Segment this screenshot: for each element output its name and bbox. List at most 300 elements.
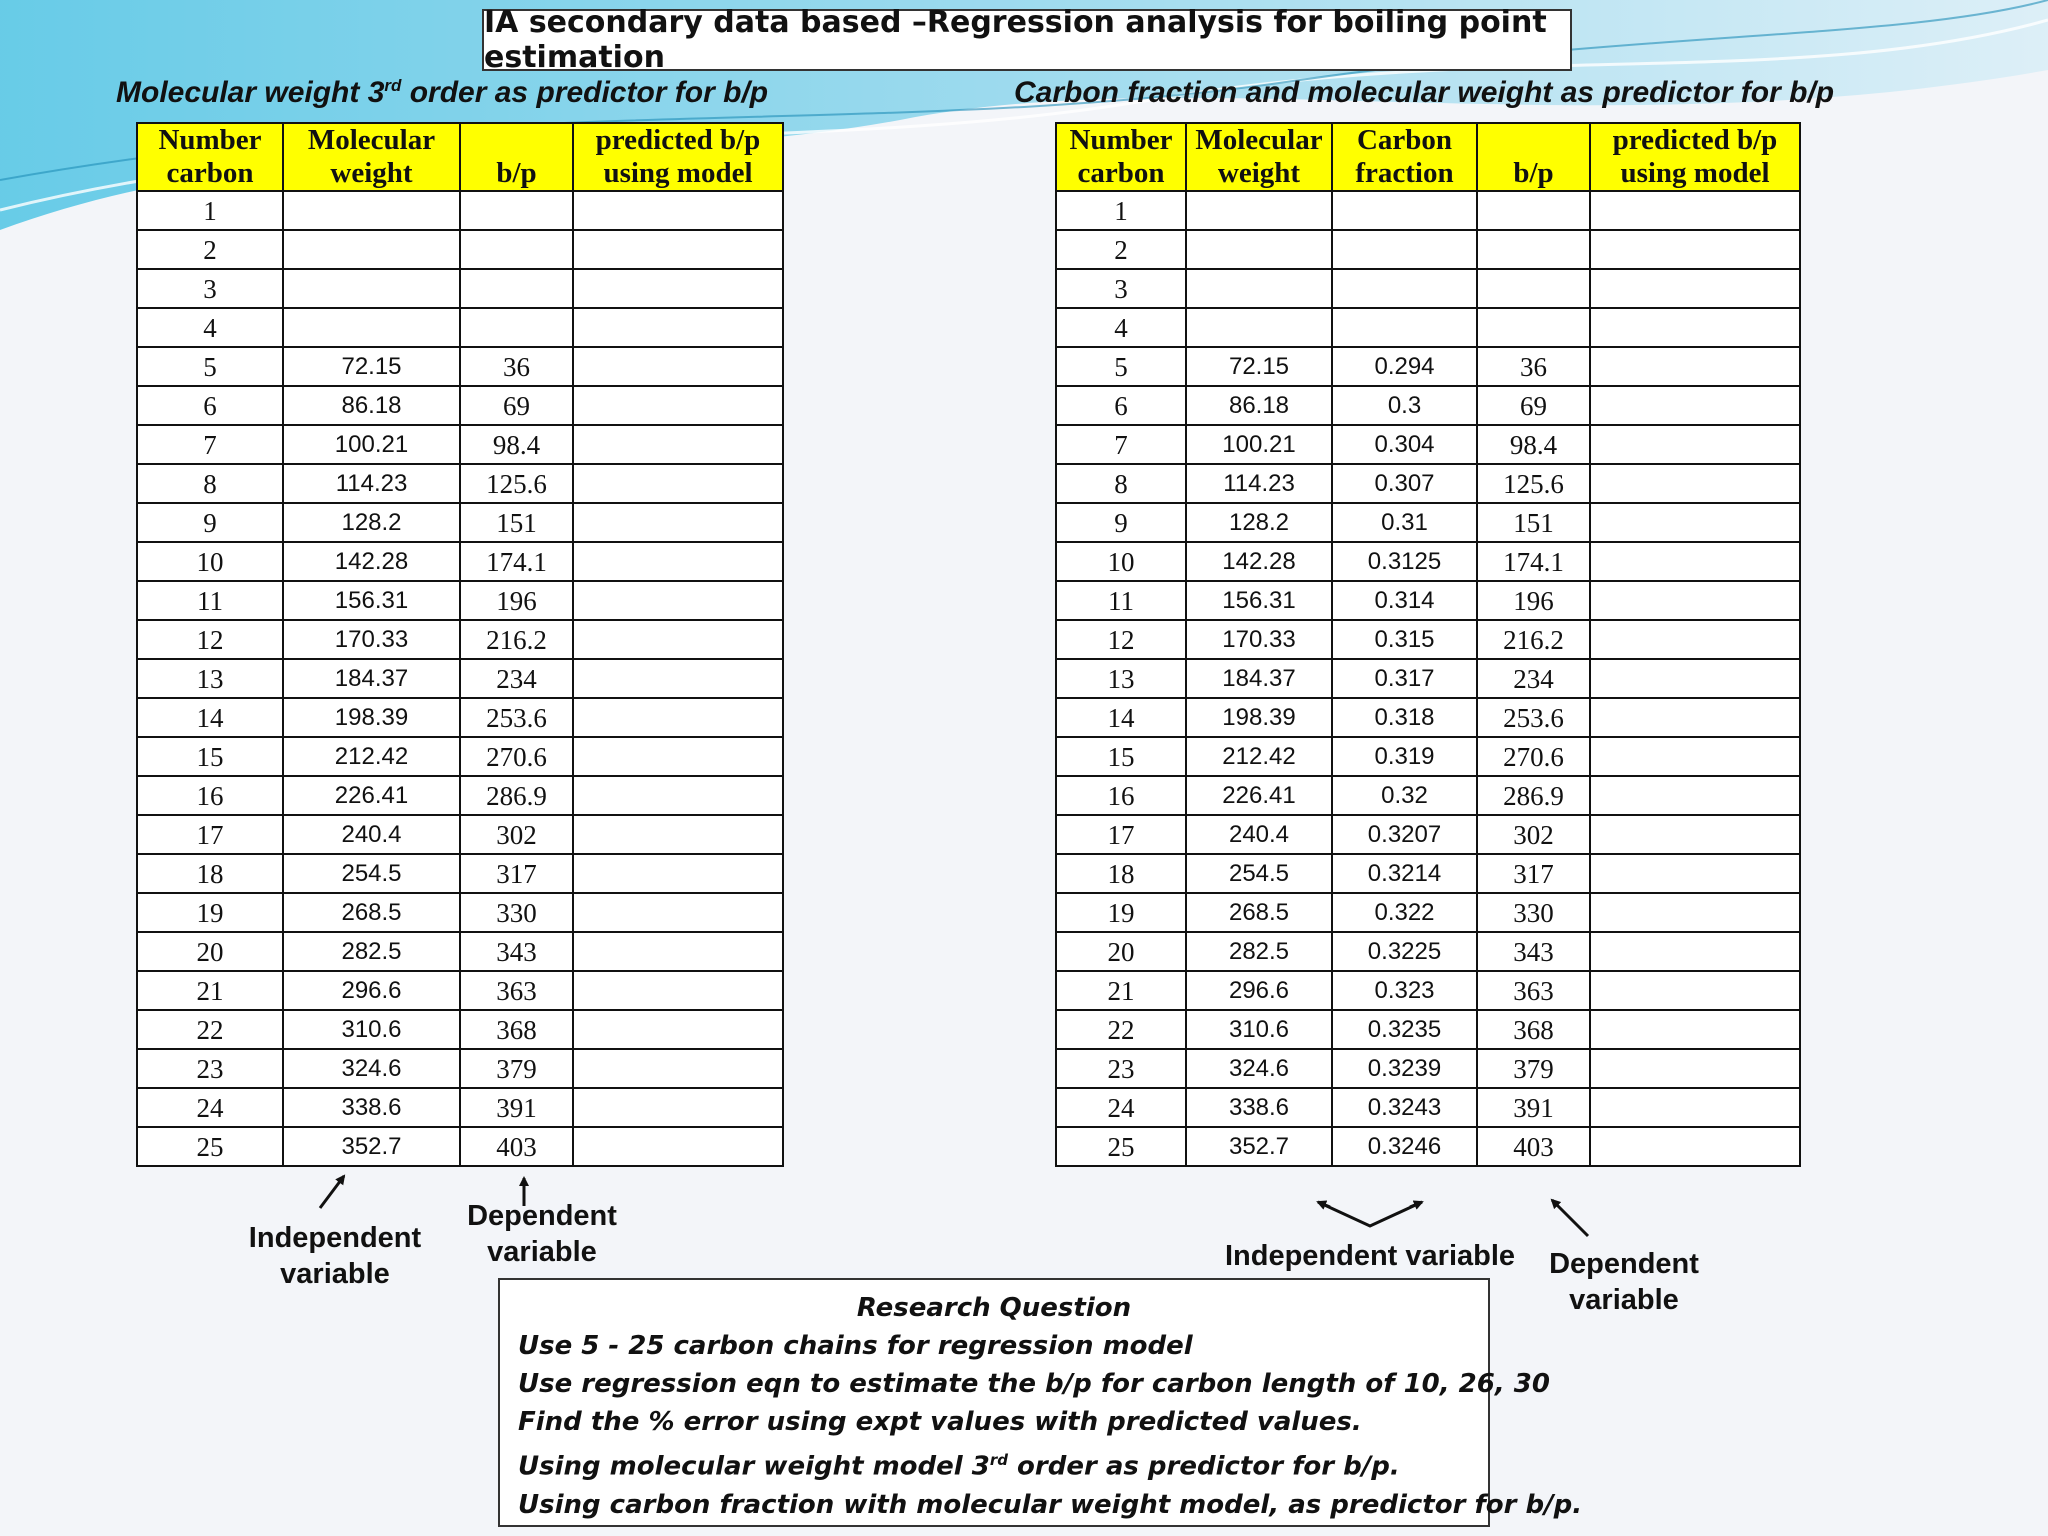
- column-header: predicted b/p using model: [1590, 123, 1800, 191]
- table-row: [1056, 1010, 1800, 1049]
- left-independent-line1: Independent: [248, 1222, 422, 1254]
- table-row: [137, 1049, 783, 1088]
- table-cell: 216.2: [1477, 620, 1590, 659]
- table-row: [1056, 464, 1800, 503]
- table-cell: 196: [1477, 581, 1590, 620]
- table-row: [137, 191, 783, 230]
- table-cell: 125.6: [1477, 464, 1590, 503]
- table-cell: [283, 308, 460, 347]
- table-row: [137, 308, 783, 347]
- table-cell: 24: [1056, 1088, 1186, 1127]
- table-cell: 2: [137, 230, 283, 269]
- table-cell: 270.6: [1477, 737, 1590, 776]
- table-cell: 0.3225: [1332, 932, 1477, 971]
- right-independent-label: Independent variable: [1224, 1240, 1516, 1272]
- table-cell: 330: [460, 893, 573, 932]
- table-cell: 3: [1056, 269, 1186, 308]
- table-cell: [573, 1088, 783, 1127]
- table-cell: 16: [137, 776, 283, 815]
- table-cell: 379: [460, 1049, 573, 1088]
- table-cell: [573, 737, 783, 776]
- table-row: [137, 893, 783, 932]
- table-row: [137, 425, 783, 464]
- table-cell: 343: [460, 932, 573, 971]
- table-cell: 270.6: [460, 737, 573, 776]
- table-cell: [1590, 776, 1800, 815]
- table-cell: [1477, 230, 1590, 269]
- table-cell: [573, 191, 783, 230]
- column-header: b/p: [460, 123, 573, 191]
- table-cell: 363: [1477, 971, 1590, 1010]
- table-cell: [573, 269, 783, 308]
- table-cell: 0.323: [1332, 971, 1477, 1010]
- column-header: Number carbon: [1056, 123, 1186, 191]
- table-row: [1056, 1049, 1800, 1088]
- arrow-right-independent-b: [1410, 1202, 1422, 1207]
- table-cell: [1590, 230, 1800, 269]
- research-question-title: Research Question: [856, 1293, 1132, 1323]
- table-row: [1056, 425, 1800, 464]
- table-cell: [1590, 386, 1800, 425]
- table-row: [137, 776, 783, 815]
- research-question-line: Find the % error using expt values with predicted values.: [518, 1407, 1362, 1437]
- table-row: [1056, 503, 1800, 542]
- table-row: [1056, 776, 1800, 815]
- table-row: [1056, 542, 1800, 581]
- table-cell: 0.304: [1332, 425, 1477, 464]
- table-cell: [1590, 932, 1800, 971]
- table-cell: 69: [1477, 386, 1590, 425]
- table-cell: 114.23: [1186, 464, 1332, 503]
- column-header: Number carbon: [137, 123, 283, 191]
- table-cell: [283, 269, 460, 308]
- right-dependent-line1: Dependent: [1549, 1248, 1699, 1280]
- left-section-subtitle: [116, 76, 768, 110]
- table-cell: 25: [137, 1127, 283, 1166]
- table-cell: [1590, 893, 1800, 932]
- table-row: [137, 1010, 783, 1049]
- table-cell: 9: [1056, 503, 1186, 542]
- table-cell: 19: [137, 893, 283, 932]
- table-cell: [573, 932, 783, 971]
- table-cell: 128.2: [283, 503, 460, 542]
- table-cell: 0.3235: [1332, 1010, 1477, 1049]
- table-row: [137, 386, 783, 425]
- table-cell: 86.18: [283, 386, 460, 425]
- table-cell: [573, 893, 783, 932]
- table-row: [137, 659, 783, 698]
- table-cell: 11: [137, 581, 283, 620]
- table-cell: 212.42: [283, 737, 460, 776]
- page-title: IA secondary data based –Regression analysis for boiling point estimation: [482, 9, 1572, 71]
- table-cell: [573, 854, 783, 893]
- table-cell: 253.6: [460, 698, 573, 737]
- table-cell: [573, 230, 783, 269]
- table-cell: 324.6: [1186, 1049, 1332, 1088]
- table-cell: 170.33: [1186, 620, 1332, 659]
- table-cell: 20: [137, 932, 283, 971]
- table-cell: [573, 308, 783, 347]
- table-cell: 6: [137, 386, 283, 425]
- table-cell: 343: [1477, 932, 1590, 971]
- table-cell: 282.5: [283, 932, 460, 971]
- table-cell: [1477, 191, 1590, 230]
- table-cell: 11: [1056, 581, 1186, 620]
- table-cell: 0.3: [1332, 386, 1477, 425]
- arrow-right-dependent: [1552, 1200, 1588, 1236]
- table-cell: [573, 347, 783, 386]
- table-cell: [1590, 308, 1800, 347]
- table-cell: 170.33: [283, 620, 460, 659]
- table-cell: [1590, 1049, 1800, 1088]
- column-header: Carbon fraction: [1332, 123, 1477, 191]
- table-cell: [573, 815, 783, 854]
- table-cell: 20: [1056, 932, 1186, 971]
- table-cell: 286.9: [1477, 776, 1590, 815]
- table-cell: 0.3239: [1332, 1049, 1477, 1088]
- table-cell: 368: [460, 1010, 573, 1049]
- table-cell: 23: [137, 1049, 283, 1088]
- table-cell: 9: [137, 503, 283, 542]
- table-cell: 302: [1477, 815, 1590, 854]
- table-cell: 21: [137, 971, 283, 1010]
- table-cell: 100.21: [283, 425, 460, 464]
- column-header: Molecular weight: [1186, 123, 1332, 191]
- table-cell: [573, 971, 783, 1010]
- table-cell: 142.28: [1186, 542, 1332, 581]
- table-cell: 69: [460, 386, 573, 425]
- table-cell: [1590, 464, 1800, 503]
- table-cell: 36: [1477, 347, 1590, 386]
- table-row: [137, 971, 783, 1010]
- table-cell: [460, 269, 573, 308]
- table-cell: 24: [137, 1088, 283, 1127]
- table-cell: [1332, 269, 1477, 308]
- table-cell: 338.6: [283, 1088, 460, 1127]
- table-cell: [1186, 308, 1332, 347]
- table-row: [137, 698, 783, 737]
- arrow-right-independent-a: [1318, 1202, 1330, 1207]
- table-row: [1056, 269, 1800, 308]
- left-independent-label: [200, 1220, 470, 1292]
- table-cell: 0.307: [1332, 464, 1477, 503]
- table-cell: [1186, 191, 1332, 230]
- table-cell: 198.39: [283, 698, 460, 737]
- table-cell: 268.5: [283, 893, 460, 932]
- right-data-table: [1055, 122, 1801, 1167]
- table-cell: 2: [1056, 230, 1186, 269]
- table-cell: 15: [1056, 737, 1186, 776]
- table-cell: 86.18: [1186, 386, 1332, 425]
- table-row: [1056, 386, 1800, 425]
- table-row: [1056, 308, 1800, 347]
- rq-line4-post: order as predictor for b/p.: [1008, 1451, 1400, 1482]
- table-row: [1056, 659, 1800, 698]
- right-section-subtitle: Carbon fraction and molecular weight as predictor for b/p: [1014, 76, 1835, 109]
- table-cell: [1186, 230, 1332, 269]
- table-cell: 1: [1056, 191, 1186, 230]
- table-cell: 338.6: [1186, 1088, 1332, 1127]
- left-subtitle-post: order as predictor for b/p: [401, 76, 769, 109]
- table-cell: [573, 581, 783, 620]
- table-cell: [1186, 269, 1332, 308]
- table-cell: 174.1: [460, 542, 573, 581]
- table-cell: 0.318: [1332, 698, 1477, 737]
- table-cell: [460, 230, 573, 269]
- table-cell: 12: [137, 620, 283, 659]
- table-cell: [1590, 1127, 1800, 1166]
- table-cell: [573, 542, 783, 581]
- table-row: [137, 854, 783, 893]
- table-row: [137, 815, 783, 854]
- right-dependent-label: [1524, 1246, 1724, 1318]
- table-cell: 13: [137, 659, 283, 698]
- left-dependent-line1: Dependent: [467, 1200, 617, 1232]
- table-cell: 352.7: [283, 1127, 460, 1166]
- table-cell: 198.39: [1186, 698, 1332, 737]
- left-dependent-line2: variable: [487, 1236, 597, 1268]
- table-row: [1056, 854, 1800, 893]
- table-cell: [573, 464, 783, 503]
- table-cell: 18: [137, 854, 283, 893]
- table-cell: 22: [137, 1010, 283, 1049]
- table-cell: 17: [137, 815, 283, 854]
- table-cell: 23: [1056, 1049, 1186, 1088]
- table-cell: 22: [1056, 1010, 1186, 1049]
- table-cell: 403: [460, 1127, 573, 1166]
- table-cell: [573, 425, 783, 464]
- table-cell: 0.294: [1332, 347, 1477, 386]
- research-question-line: [518, 1441, 1470, 1486]
- table-row: [1056, 347, 1800, 386]
- table-cell: 226.41: [283, 776, 460, 815]
- table-cell: [1590, 815, 1800, 854]
- table-cell: [1590, 503, 1800, 542]
- table-cell: 0.3246: [1332, 1127, 1477, 1166]
- research-question-line: Use 5 - 25 carbon chains for regression model: [518, 1331, 1193, 1361]
- table-cell: [573, 503, 783, 542]
- table-cell: 268.5: [1186, 893, 1332, 932]
- table-cell: [1590, 581, 1800, 620]
- table-row: [1056, 932, 1800, 971]
- table-cell: 21: [1056, 971, 1186, 1010]
- table-cell: [1590, 269, 1800, 308]
- table-cell: 156.31: [283, 581, 460, 620]
- table-row: [1056, 620, 1800, 659]
- table-cell: 0.315: [1332, 620, 1477, 659]
- table-cell: 352.7: [1186, 1127, 1332, 1166]
- table-row: [1056, 191, 1800, 230]
- table-row: [1056, 698, 1800, 737]
- table-cell: 234: [1477, 659, 1590, 698]
- table-row: [1056, 1088, 1800, 1127]
- table-cell: [1590, 659, 1800, 698]
- table-cell: [460, 191, 573, 230]
- left-independent-line2: variable: [280, 1258, 390, 1290]
- table-row: [1056, 230, 1800, 269]
- table-cell: 310.6: [283, 1010, 460, 1049]
- table-cell: [573, 386, 783, 425]
- table-cell: [1590, 854, 1800, 893]
- table-cell: [460, 308, 573, 347]
- table-cell: [1590, 971, 1800, 1010]
- table-cell: 286.9: [460, 776, 573, 815]
- table-cell: 363: [460, 971, 573, 1010]
- table-row: [137, 932, 783, 971]
- table-cell: 7: [1056, 425, 1186, 464]
- table-row: [1056, 971, 1800, 1010]
- table-cell: 8: [1056, 464, 1186, 503]
- table-row: [137, 269, 783, 308]
- table-row: [1056, 737, 1800, 776]
- table-cell: [1590, 698, 1800, 737]
- table-cell: 368: [1477, 1010, 1590, 1049]
- table-cell: 379: [1477, 1049, 1590, 1088]
- research-question-box: [498, 1278, 1583, 1527]
- table-cell: [1590, 1088, 1800, 1127]
- table-cell: 3: [137, 269, 283, 308]
- table-cell: 6: [1056, 386, 1186, 425]
- table-cell: 142.28: [283, 542, 460, 581]
- table-row: [137, 464, 783, 503]
- table-cell: 0.32: [1332, 776, 1477, 815]
- table-row: [137, 620, 783, 659]
- arrow-left-independent: [320, 1176, 344, 1208]
- table-cell: 302: [460, 815, 573, 854]
- table-cell: 216.2: [460, 620, 573, 659]
- table-cell: 128.2: [1186, 503, 1332, 542]
- table-cell: 5: [1056, 347, 1186, 386]
- table-cell: 0.3243: [1332, 1088, 1477, 1127]
- table-cell: 196: [460, 581, 573, 620]
- table-cell: 14: [137, 698, 283, 737]
- table-cell: [573, 1010, 783, 1049]
- table-cell: 13: [1056, 659, 1186, 698]
- table-cell: 0.3214: [1332, 854, 1477, 893]
- table-row: [137, 581, 783, 620]
- table-cell: 324.6: [283, 1049, 460, 1088]
- table-cell: 1: [137, 191, 283, 230]
- table-cell: [1590, 1010, 1800, 1049]
- table-cell: [1332, 230, 1477, 269]
- column-header: b/p: [1477, 123, 1590, 191]
- table-cell: 310.6: [1186, 1010, 1332, 1049]
- right-dependent-line2: variable: [1569, 1284, 1679, 1316]
- research-question-line: Using carbon fraction with molecular weight model, as predictor for b/p.: [518, 1489, 1583, 1520]
- table-cell: [1590, 347, 1800, 386]
- table-row: [137, 1127, 783, 1166]
- table-row: [1056, 893, 1800, 932]
- arrow-right-independent-join: [1318, 1202, 1422, 1226]
- table-cell: 391: [1477, 1088, 1590, 1127]
- table-cell: 0.322: [1332, 893, 1477, 932]
- table-cell: [1477, 269, 1590, 308]
- table-cell: [1590, 425, 1800, 464]
- table-cell: [1590, 737, 1800, 776]
- table-cell: 240.4: [1186, 815, 1332, 854]
- table-cell: 19: [1056, 893, 1186, 932]
- left-dependent-label: [432, 1198, 652, 1270]
- table-cell: 0.31: [1332, 503, 1477, 542]
- table-row: [137, 230, 783, 269]
- table-cell: 36: [460, 347, 573, 386]
- table-row: [1056, 815, 1800, 854]
- table-cell: 240.4: [283, 815, 460, 854]
- rq-line4-pre: Using molecular weight model 3: [518, 1451, 990, 1482]
- table-cell: 184.37: [1186, 659, 1332, 698]
- table-cell: 253.6: [1477, 698, 1590, 737]
- table-cell: 15: [137, 737, 283, 776]
- table-cell: [283, 230, 460, 269]
- table-cell: 226.41: [1186, 776, 1332, 815]
- table-row: [1056, 1127, 1800, 1166]
- table-cell: 0.3207: [1332, 815, 1477, 854]
- left-data-table: [136, 122, 784, 1167]
- table-cell: 98.4: [1477, 425, 1590, 464]
- research-question-line: Use regression eqn to estimate the b/p for carbon length of 10, 26, 30: [518, 1369, 1550, 1399]
- table-cell: 254.5: [1186, 854, 1332, 893]
- left-subtitle-pre: Molecular weight 3: [116, 76, 385, 109]
- table-cell: 151: [1477, 503, 1590, 542]
- table-cell: 4: [137, 308, 283, 347]
- table-cell: [1590, 542, 1800, 581]
- table-cell: [1477, 308, 1590, 347]
- table-cell: 296.6: [283, 971, 460, 1010]
- table-cell: 296.6: [1186, 971, 1332, 1010]
- table-cell: 317: [1477, 854, 1590, 893]
- table-cell: 125.6: [460, 464, 573, 503]
- table-cell: 100.21: [1186, 425, 1332, 464]
- table-row: [137, 503, 783, 542]
- table-cell: 16: [1056, 776, 1186, 815]
- table-cell: 330: [1477, 893, 1590, 932]
- table-row: [137, 542, 783, 581]
- table-cell: 10: [1056, 542, 1186, 581]
- table-cell: 184.37: [283, 659, 460, 698]
- table-cell: 12: [1056, 620, 1186, 659]
- table-row: [137, 347, 783, 386]
- table-cell: 72.15: [283, 347, 460, 386]
- table-cell: 156.31: [1186, 581, 1332, 620]
- table-cell: [1332, 308, 1477, 347]
- table-cell: 7: [137, 425, 283, 464]
- column-header: Molecular weight: [283, 123, 460, 191]
- table-cell: [283, 191, 460, 230]
- table-cell: [573, 620, 783, 659]
- table-row: [137, 1088, 783, 1127]
- table-cell: 174.1: [1477, 542, 1590, 581]
- table-cell: [573, 1049, 783, 1088]
- table-cell: 0.317: [1332, 659, 1477, 698]
- table-cell: [1590, 620, 1800, 659]
- table-cell: 403: [1477, 1127, 1590, 1166]
- table-cell: 98.4: [460, 425, 573, 464]
- table-cell: 212.42: [1186, 737, 1332, 776]
- table-cell: 317: [460, 854, 573, 893]
- table-cell: 254.5: [283, 854, 460, 893]
- rq-line4-sup: rd: [989, 1451, 1008, 1469]
- table-cell: 282.5: [1186, 932, 1332, 971]
- table-cell: 0.314: [1332, 581, 1477, 620]
- table-cell: [573, 698, 783, 737]
- table-cell: 10: [137, 542, 283, 581]
- table-cell: 151: [460, 503, 573, 542]
- table-row: [1056, 581, 1800, 620]
- table-cell: [573, 659, 783, 698]
- table-cell: 5: [137, 347, 283, 386]
- table-cell: 0.3125: [1332, 542, 1477, 581]
- table-cell: 72.15: [1186, 347, 1332, 386]
